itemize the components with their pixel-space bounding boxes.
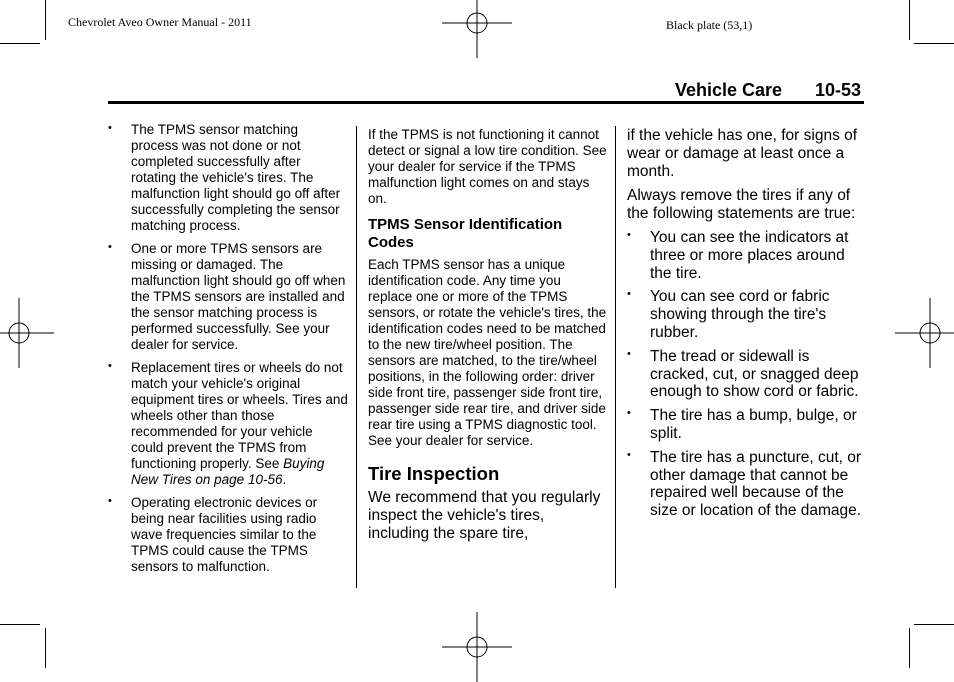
bullet-icon: • (627, 448, 631, 461)
crop-mark (0, 624, 40, 625)
section-title: Vehicle Care (675, 80, 783, 100)
lead-text: Always remove the tires if any of the following statements are true: (627, 187, 856, 223)
column-divider (615, 126, 616, 588)
list-item: • You can see cord or fabric showing through the tire's rubber. (627, 288, 830, 341)
column-2 (368, 127, 608, 542)
registration-mark-icon (895, 298, 954, 368)
registration-mark-icon (442, 612, 512, 682)
cross-reference-link[interactable]: Buying New Tires on page 10-56 (131, 456, 325, 487)
bullet-icon: • (627, 347, 631, 360)
list-item: • Operating electronic devices or being near facilities using radio wave frequencies similar to the TPMS could cause the TPMS sensors to malfunction. (108, 495, 318, 574)
crop-mark (45, 0, 46, 40)
codes-text: Each TPMS sensor has a unique identification code. Any time you replace one or more of the TPMS sensors, or rotate the vehicle's tires, the identification codes need to be matched to the new tire/wheel position. The sensors are matched, to the tire/wheel positions, in the following order: driver side front tire, passenger side front tire, passenger side rear tire, and driver side rear tire using a TPMS diagnostic tool. See your dealer for service. (368, 257, 607, 448)
crop-mark (0, 43, 40, 44)
list-item: • One or more TPMS sensors are missing or damaged. The malfunction light should go off when the TPMS sensors are installed and the sensor matching process is performed successfully. See your dealer for service. (108, 241, 346, 352)
crop-mark (45, 628, 46, 668)
list-item: • The tire has a puncture, cut, or other damage that cannot be repaired well because of the size or location of the damage. (627, 448, 862, 520)
crop-mark (914, 624, 954, 625)
crop-mark (909, 628, 910, 668)
bullet-icon: • (627, 407, 631, 420)
crop-mark (914, 43, 954, 44)
heading-tire-inspection: Tire Inspection (368, 463, 500, 484)
list-item: • Replacement tires or wheels do not match your vehicle's original equipment tires or wheels. Tires and wheels other than those recommended for your vehicle could prevent the TPMS from functioning properly. See Buying New Tires on page 10-56. (108, 360, 348, 487)
list-item: • The tread or sidewall is cracked, cut, or snagged deep enough to show cord or fabric. (627, 347, 859, 401)
list-item: • The tire has a bump, bulge, or split. (627, 407, 857, 442)
bullet-icon: • (627, 228, 631, 241)
inspection-text: We recommend that you regularly inspect the vehicle's tires, including the spare tire, (368, 489, 601, 542)
bullet-icon: • (108, 122, 112, 134)
list-item: • The TPMS sensor matching process was not done or not completed successfully after rotating the vehicle's tires. The malfunction light should go off after successfully completing the sensor matching process. (108, 122, 341, 233)
continued-text: if the vehicle has one, for signs of wear or damage at least once a month. (627, 127, 858, 180)
column-divider (356, 126, 357, 588)
bullet-icon: • (108, 360, 112, 372)
column-1 (108, 122, 348, 582)
bullet-icon: • (627, 288, 631, 301)
page-number: 10-53 (815, 80, 862, 100)
list-item: • You can see the indicators at three or more places around the tire. (627, 228, 849, 282)
registration-mark-icon (0, 298, 54, 368)
header-rule (108, 101, 864, 104)
bullet-icon: • (108, 241, 112, 253)
bullet-icon: • (108, 495, 112, 507)
subheading: TPMS Sensor Identification Codes (368, 216, 563, 251)
plate-label: Black plate (53,1) (666, 18, 753, 32)
manual-title: Chevrolet Aveo Owner Manual - 2011 (68, 15, 252, 29)
crop-mark (909, 0, 910, 40)
column-3 (627, 127, 867, 526)
registration-mark-icon (442, 0, 512, 58)
tpms-intro-text: If the TPMS is not functioning it cannot detect or signal a low tire condition. See your dealer for service if the TPMS malfunction light comes on and stays on. (368, 127, 607, 206)
